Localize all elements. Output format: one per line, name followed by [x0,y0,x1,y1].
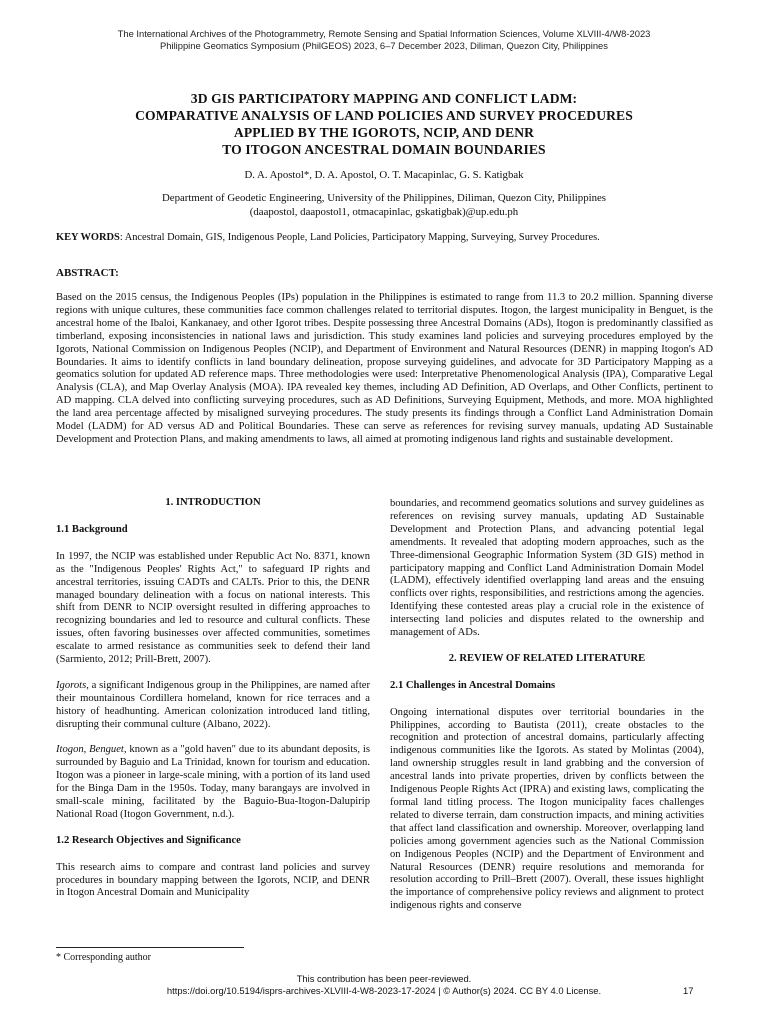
keywords [56,231,716,245]
affiliation-line1: Department of Geodetic Engineering, University of the Philippines, Diliman, Quezon City, Philippines [162,192,606,204]
subsection-heading-background: 1.1 Background [56,523,128,535]
paragraph-boundaries: boundaries, and recommend geomatics solutions and survey guidelines as references on revising survey manuals, updating AD Sustainable Development and Protection Plans, and advancing potential legal amendments. It revealed that adopting modern approaches, such as the Three-dimensional Geographic Information System (3D GIS) method in participatory mapping and Conflict Land Administration Domain Model (LADM), effectively identified overlapping land areas and the ensuing conflicts over rights, responsibilities, and restrictions among the agencies. Identifying these contested areas play a crucial role in the existence of intersecting land policies and disputes related to the ownership and management of ADs. [390,498,704,639]
abstract-heading: ABSTRACT: [56,267,119,279]
keywords-text: : Ancestral Domain, GIS, Indigenous People, Land Policies, Participatory Mapping, Surveying, Survey Procedures. [119,232,600,243]
left-column [56,497,370,913]
journal-header-line2: Philippine Geomatics Symposium (PhilGEOS) 2023, 6–7 December 2023, Diliman, Quezon City, Philippines [160,40,608,51]
abstract-body: Based on the 2015 census, the Indigenous Peoples (IPs) population in the Philippines is estimated to range from 11.3 to 20.2 million. Spanning diverse regions with unique cultures, these communities face common challenges related to territorial disputes. Itogon, the largest municipality in Benguet, is the ancestral home of the Ibaloi, Kankanaey, and other Igorot tribes. Despite possessing three Ancestral Domains (ADs), Itogon is predominantly classified as timberland, exposing inconsistencies in national laws and jurisdiction. This study examines land policies and surveying procedures employed by the Igorots, National Commission on Indigenous Peoples (NCIP), and Department of Environment and Natural Resources (DENR) in mapping Itogon's AD Boundaries. It aims to identify conflicts in land boundary delineation, propose surveying guidelines, and advocate for 3D Participatory Mapping as a geomatics solution for updated AD reference maps. Three methodologies were used: Interpretative Phenomenological Analysis (IPA), Comparative Legal Analysis (CLA), and Map Overlay Analysis (MOA). IPA revealed key themes, including AD Definition, AD Overlaps, and Other Conflicts, pertinent to AD mapping. CLA delved into conflicting surveying procedures, such as AD Definitions, Surveying Equipment, Methods, and more. MOA highlighted the land area percentage affected by misaligned surveying procedures. The study presents its findings through a Conflict Land Administration Domain Model (LADM) for AD versus AD and Political Boundaries. These can serve as references for revising survey manuals, updating AD Sustainable Development and Protection Plans, and making amendments to laws, all aimed at promoting indigenous land rights and sustainable development. [56,292,713,445]
right-column [390,498,704,926]
paragraph-ncip: In 1997, the NCIP was established under Republic Act No. 8371, known as the "Indigenous Peoples' Rights Act," to safeguard IP rights and ancestral territories, issuing CADTs and CALTs. Prior to this, the DENR managed boundary delineation with a focus on national interests. This shift from DENR to NCIP oversight resulted in differing approaches to recognizing boundaries and led to resource and cultural conflicts. These issues, often favoring businesses over affected communities, sometimes escalate to armed resistance as communities seek to defend their land (Sarmiento, 2012; Prill-Brett, 2007). [56,550,370,666]
affiliation-emails: (daapostol, daapostol1, otmacapinlac, gskatigbak)@up.edu.ph [249,206,519,218]
journal-header-line1: The International Archives of the Photogrammetry, Remote Sensing and Spatial Information Sciences, Volume XLVIII-4/W8-2023 [117,28,651,39]
section-heading-introduction: 1. INTRODUCTION [165,497,261,508]
peer-review-note: This contribution has been peer-reviewed. [296,973,472,984]
doi-license-line: https://doi.org/10.5194/isprs-archives-XLVIII-4-W8-2023-17-2024 | © Author(s) 2024. CC BY 4.0 License. [166,985,602,996]
paper-title-line2: COMPARATIVE ANALYSIS OF LAND POLICIES AND SURVEY PROCEDURES [135,108,633,123]
journal-header [0,28,768,52]
paper-title [40,90,728,158]
itogon-term: Itogon, Benguet, [56,744,127,756]
author-list: D. A. Apostol*, D. A. Apostol, O. T. Macapinlac, G. S. Katigbak [244,169,524,181]
paragraph-itogon: Itogon, Benguet, known as a "gold haven" due to its abundant deposits, is surrounded by Baguio and La Trinidad, known for tourism and education. Itogon was a pioneer in large-scale mining, with a portion of its land used for the Binga Dam in the 1950s. Today, many barangays are involved in small-scale mining, facilitated by the Baguio-Bua-Itogon-Dalupirip National Road (Itogon Government, n.d.). [56,744,370,820]
subsection-heading-challenges: 2.1 Challenges in Ancestral Domains [390,679,556,691]
footnote-divider [56,947,244,948]
paper-title-line3: APPLIED BY THE IGOROTS, NCIP, AND DENR [233,125,535,140]
subsection-heading-objectives: 1.2 Research Objectives and Significance [56,834,241,846]
page-number: 17 [683,985,694,996]
paragraph-challenges: Ongoing international disputes over territorial boundaries in the Philippines, according to Bautista (2011), create obstacles to the recognition and protection of ancestral domains, particularly affecting indigenous communities like the Igorots. As stated by Molintas (2004), land ownership struggles result in land grabbing and the conversion of ancestral lands into private properties, driven by conflicts between the Indigenous People Rights Act (IPRA) and existing laws, complicating the formal land titling process. The Itogon municipality faces challenges related to diverse terrain, dam construction impacts, and mining activities that affect land classification and ownership. Moreover, overlapping land policies among government agencies such as the National Commission on Indigenous Peoples (NCIP) and the Department of Environment and Natural Resources (DENR) require resolutions and memoranda for resolution according to Prill–Brett (2007). Overall, these issues highlight the importance of comprehensive policy reviews and alignment to protect indigenous rights and conserve [390,706,704,912]
footnote-corresponding-author: * Corresponding author [56,952,151,963]
paragraph-research-aims: This research aims to compare and contrast land policies and survey procedures in boundary mapping between the Igorots, NCIP, and DENR in Itogon Ancestral Domain and Municipality [56,861,370,899]
keywords-label: KEY WORDS [56,232,120,243]
paper-title-line1: 3D GIS PARTICIPATORY MAPPING AND CONFLICT LADM: [190,91,578,106]
paragraph-igorots: Igorots, a significant Indigenous group in the Philippines, are named after their mountainous Cordillera homeland, known for rice terraces and a history of headhunting. American colonization introduced land titling, disrupting their communal culture (Albano, 2022). [56,679,370,730]
affiliation [0,191,768,219]
paper-title-line4: TO ITOGON ANCESTRAL DOMAIN BOUNDARIES [222,142,546,157]
igorots-term: Igorots [56,679,87,691]
section-heading-literature-review: 2. REVIEW OF RELATED LITERATURE [448,652,646,664]
